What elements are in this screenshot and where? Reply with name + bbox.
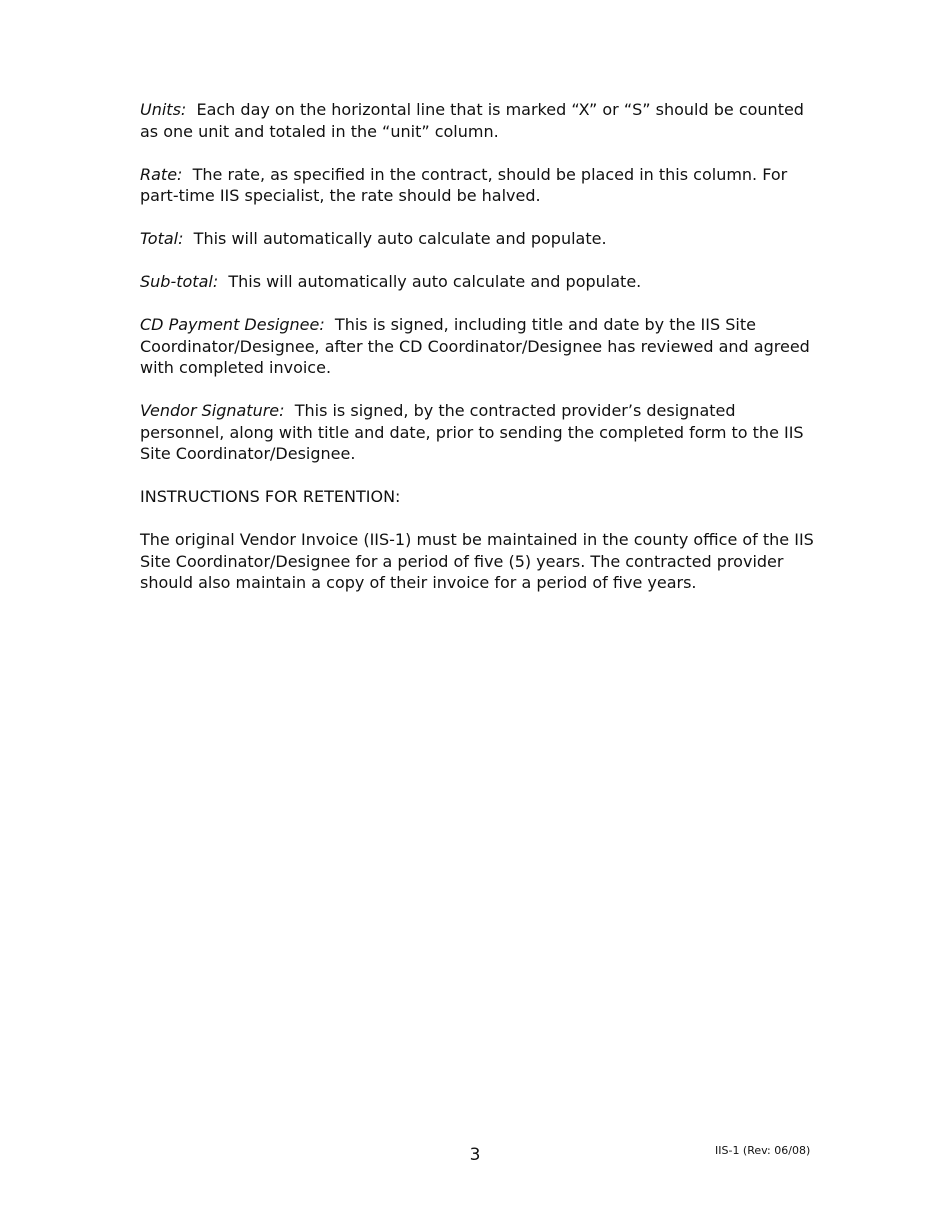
retention-text: The original Vendor Invoice (IIS-1) must be maintained in the county office of the IIS Site Coordinator/Designee for a period of five (5) years. The contracted provider should also maintain a copy of their invoice for a period of five years. bbox=[140, 530, 814, 592]
vendor-signature-paragraph bbox=[140, 400, 816, 465]
subtotal-text: This will automatically auto calculate and populate. bbox=[228, 272, 642, 291]
vendor-signature-term: Vendor Signature: bbox=[140, 401, 285, 420]
cd-payment-designee-paragraph bbox=[140, 314, 816, 379]
total-term: Total: bbox=[140, 229, 184, 248]
total-text: This will automatically auto calculate and populate. bbox=[193, 229, 607, 248]
subtotal-term: Sub-total: bbox=[140, 272, 219, 291]
cd-payment-designee-term: CD Payment Designee: bbox=[140, 315, 325, 334]
vendor-signature-text: This is signed, by the contracted provider’s designated personnel, along with title and date, prior to sending the completed form to the IIS Site Coordinator/Designee. bbox=[140, 401, 804, 463]
rate-paragraph bbox=[140, 164, 816, 207]
form-id: IIS-1 (Rev: 06/08) bbox=[715, 1144, 811, 1157]
instructions-body bbox=[140, 99, 816, 615]
subtotal-paragraph bbox=[140, 271, 816, 293]
rate-text: The rate, as specified in the contract, should be placed in this column. For part-time IIS specialist, the rate should be halved. bbox=[140, 164, 788, 205]
page-number: 3 bbox=[469, 1145, 481, 1165]
units-term: Units: bbox=[140, 100, 187, 119]
rate-term: Rate: bbox=[140, 164, 183, 184]
total-paragraph bbox=[140, 228, 816, 250]
units-text: Each day on the horizontal line that is marked “X” or “S” should be counted as one unit and totaled in the “unit” column. bbox=[140, 100, 804, 141]
cd-payment-designee-text: This is signed, including title and date by the IIS Site Coordinator/Designee, after the CD Coordinator/Designee has reviewed and agreed with completed invoice. bbox=[140, 315, 810, 377]
retention-heading: INSTRUCTIONS FOR RETENTION: bbox=[140, 487, 401, 506]
units-paragraph bbox=[140, 99, 816, 142]
